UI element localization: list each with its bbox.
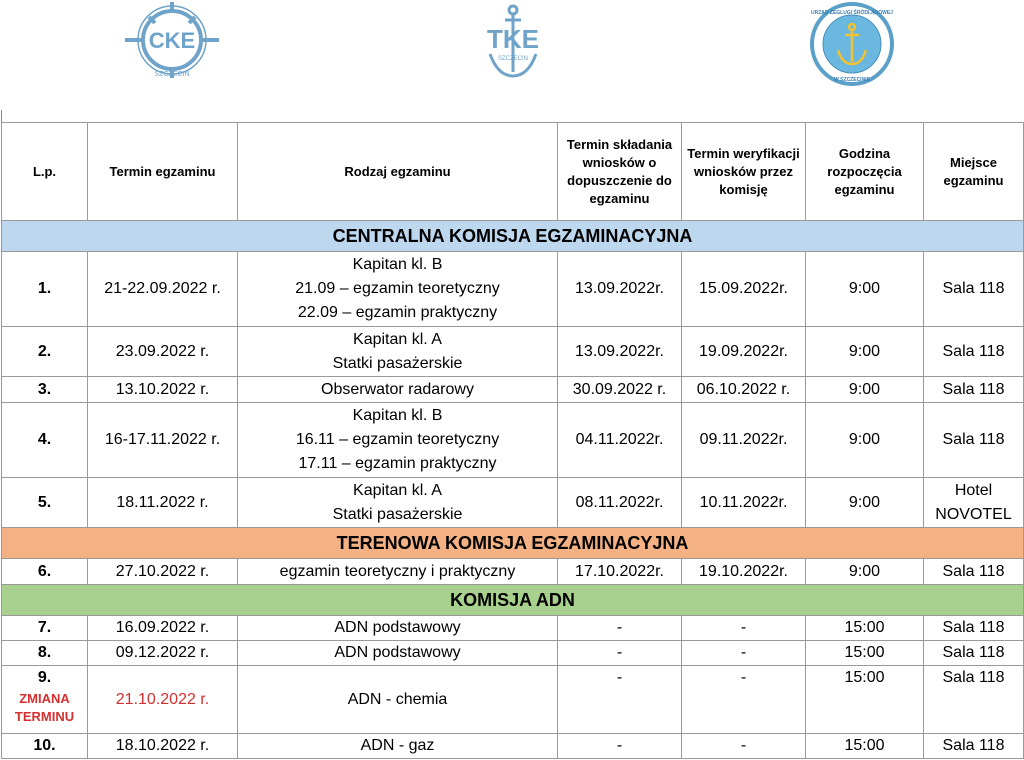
table-row [2, 403, 1024, 478]
row-type-line: Statki pasażerskie [332, 354, 463, 372]
row-hour: 15:00 [806, 616, 924, 641]
row-place: Sala 118 [924, 616, 1024, 641]
row-type: ADN - chemia [238, 666, 558, 734]
row-verify: 10.11.2022r. [682, 478, 806, 528]
row-apply: 30.09.2022 r. [558, 377, 682, 403]
row-verify: 19.09.2022r. [682, 327, 806, 377]
table-row [2, 559, 1024, 585]
table-row [2, 478, 1024, 528]
row-verify: - [682, 641, 806, 666]
row-verify: - [682, 616, 806, 641]
svg-text:TKE: TKE [487, 24, 539, 54]
header-row [2, 123, 1024, 221]
row-date: 18.11.2022 r. [88, 478, 238, 528]
row-type-line: Kapitan kl. A [353, 481, 442, 499]
row-type-line: Statki pasażerskie [332, 505, 463, 523]
row-place: Sala 118 [924, 559, 1024, 585]
header-exam-place: Miejsce egzaminu [924, 123, 1024, 221]
row-type: ADN podstawowy [238, 641, 558, 666]
header-exam-type: Rodzaj egzaminu [238, 123, 558, 221]
page-edge-line [1, 110, 2, 122]
cke-logo [122, 0, 222, 84]
tke-logo [478, 2, 548, 82]
row-lp: 3. [2, 377, 88, 403]
header-verification-date: Termin weryfikacji wniosków przez komisję [682, 123, 806, 221]
section-title-adn: KOMISJA ADN [2, 585, 1024, 616]
table-row [2, 734, 1024, 759]
row-apply: - [558, 641, 682, 666]
row-lp-number: 9. [37, 669, 52, 686]
row-lp: 2. [2, 327, 88, 377]
svg-text:SZCZECIN: SZCZECIN [498, 56, 528, 62]
row-lp: 8. [2, 641, 88, 666]
row-type [238, 478, 558, 528]
row-lp: 4. [2, 403, 88, 478]
section-row-central [2, 221, 1024, 252]
row-place: Sala 118 [924, 734, 1024, 759]
row-type [238, 403, 558, 478]
row-lp [2, 666, 88, 734]
row-date: 09.12.2022 r. [88, 641, 238, 666]
row-hour: 15:00 [806, 641, 924, 666]
row-verify: - [682, 734, 806, 759]
uzs-seal-logo [810, 2, 894, 86]
svg-text:SZCZECIN: SZCZECIN [154, 71, 190, 78]
row-lp: 6. [2, 559, 88, 585]
row-type-line: Kapitan kl. B [352, 256, 443, 273]
row-type: Obserwator radarowy [238, 377, 558, 403]
section-row-adn [2, 585, 1024, 616]
row-place: Sala 118 [924, 327, 1024, 377]
row-apply: - [558, 734, 682, 759]
row-hour: 9:00 [806, 478, 924, 528]
row-date: 21-22.09.2022 r. [88, 252, 238, 327]
svg-text:W SZCZECINIE: W SZCZECINIE [834, 77, 870, 83]
row-type-line: 21.09 – egzamin teoretyczny [295, 280, 500, 297]
row-place: Sala 118 [924, 377, 1024, 403]
row-type-line: 22.09 – egzamin praktyczny [297, 304, 498, 321]
row-verify: 06.10.2022 r. [682, 377, 806, 403]
header-exam-date: Termin egzaminu [88, 123, 238, 221]
row-type [238, 327, 558, 377]
row-type [238, 252, 558, 327]
table-row [2, 252, 1024, 327]
row-type-line: 16.11 – egzamin teoretyczny [295, 431, 500, 448]
header-start-hour: Godzina rozpoczęcia egzaminu [806, 123, 924, 221]
section-row-terenowa [2, 528, 1024, 559]
row-apply: 17.10.2022r. [558, 559, 682, 585]
row-verify: 15.09.2022r. [682, 252, 806, 327]
row-date: 13.10.2022 r. [88, 377, 238, 403]
header-lp: L.p. [2, 123, 88, 221]
row-hour: 15:00 [806, 734, 924, 759]
row-verify: 09.11.2022r. [682, 403, 806, 478]
row-lp: 10. [2, 734, 88, 759]
header-application-deadline: Termin składania wniosków o dopuszczenie do egzaminu [558, 123, 682, 221]
row-apply: 04.11.2022r. [558, 403, 682, 478]
row-date-changed: 21.10.2022 r. [88, 666, 238, 734]
row-place: Hotel NOVOTEL [924, 478, 1024, 528]
row-apply: 13.09.2022r. [558, 327, 682, 377]
row-hour: 9:00 [806, 252, 924, 327]
row-hour: 15:00 [806, 666, 924, 734]
row-type-line: Kapitan kl. A [353, 330, 442, 348]
row-type-line: 17.11 – egzamin praktyczny [298, 455, 497, 472]
row-apply: 08.11.2022r. [558, 478, 682, 528]
row-verify: - [682, 666, 806, 734]
row-date: 16-17.11.2022 r. [88, 403, 238, 478]
svg-text:URZĄD ŻEGLUGI ŚRÓDLĄDOWEJ: URZĄD ŻEGLUGI ŚRÓDLĄDOWEJ [811, 10, 893, 16]
row-hour: 9:00 [806, 377, 924, 403]
table-row [2, 666, 1024, 734]
row-lp: 7. [2, 616, 88, 641]
table-row [2, 327, 1024, 377]
row-lp: 5. [2, 478, 88, 528]
row-apply: - [558, 666, 682, 734]
row-type-line: Kapitan kl. B [352, 407, 443, 424]
row-type: ADN podstawowy [238, 616, 558, 641]
svg-text:CKE: CKE [148, 28, 196, 53]
row-date: 16.09.2022 r. [88, 616, 238, 641]
table-row [2, 377, 1024, 403]
row-hour: 9:00 [806, 559, 924, 585]
row-apply: 13.09.2022r. [558, 252, 682, 327]
row-place: Sala 118 [924, 641, 1024, 666]
table-row [2, 641, 1024, 666]
row-date: 18.10.2022 r. [88, 734, 238, 759]
section-title-terenowa: TERENOWA KOMISJA EGZAMINACYJNA [2, 528, 1024, 559]
row-apply: - [558, 616, 682, 641]
exam-schedule-table [1, 122, 1024, 759]
row-place: Sala 118 [924, 403, 1024, 478]
row-place: Sala 118 [924, 666, 1024, 734]
row-date: 23.09.2022 r. [88, 327, 238, 377]
row-place: Sala 118 [924, 252, 1024, 327]
row-hour: 9:00 [806, 403, 924, 478]
row-lp: 1. [2, 252, 88, 327]
table-row [2, 616, 1024, 641]
row-date: 27.10.2022 r. [88, 559, 238, 585]
row-verify: 19.10.2022r. [682, 559, 806, 585]
row-hour: 9:00 [806, 327, 924, 377]
row-type: egzamin teoretyczny i praktyczny [238, 559, 558, 585]
section-title-central: CENTRALNA KOMISJA EGZAMINACYJNA [2, 221, 1024, 252]
row-type: ADN - gaz [238, 734, 558, 759]
date-change-badge: ZMIANA TERMINU [14, 691, 75, 724]
